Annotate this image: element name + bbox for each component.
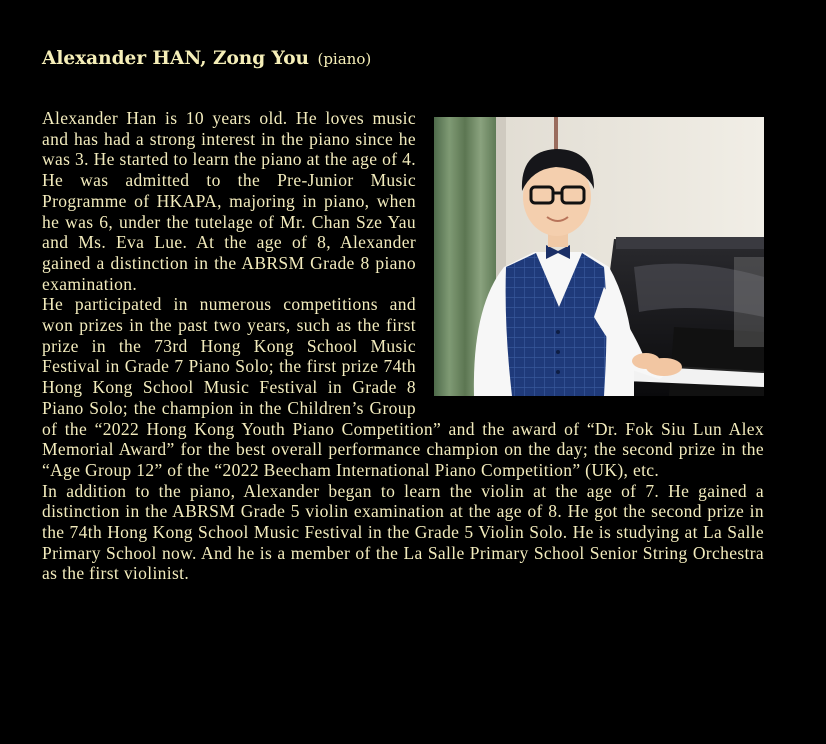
instrument-label: (piano) [317, 50, 372, 68]
performer-name: Alexander HAN, Zong You [42, 48, 310, 69]
bio-paragraph-3: In addition to the piano, Alexander began to learn the violin at the age of 7. He gained a distinction in the ABRSM Grade 5 violin examination at the age of 8. He got the second prize in the 74th Hong Kong School Music Festival in the Grade 5 Violin Solo. He is studying at La Salle Primary School now. And he is a member of the La Salle Primary School Senior String Orchestra as the first violinist. [42, 480, 764, 584]
portrait-image-icon [434, 117, 764, 396]
portrait-photo [434, 117, 764, 396]
bio-paragraph-1: Alexander Han is 10 years old. He loves music and has had a strong interest in the piano since he was 3. He started to learn the piano at the age of 4. He was admitted to the Pre-Junior Music Programme of HKAPA, majoring in piano, when he was 6, under the tutelage of Mr. Chan Sze Yau and Ms. Eva Lue. At the age of 8, Alexander gained a distinction in the ABRSM Grade 8 piano examination. [42, 108, 416, 294]
bio-paragraph-2: He participated in numerous competitions and won prizes in the past two years, such as the first prize in the 73rd Hong Kong School Music Festival in Grade 7 Piano Solo; the first prize 74th Hong Kong School Music Festival in Grade 8 Piano Solo; the champion in the Children’s Group of the “2022 Hong Kong Youth Piano Competition” and the award of “Dr. Fok Siu Lun Alex Memorial Award” for the best overall performance champion on the day; the second prize in the “Age Group 12” of the “2022 Beecham International Piano Competition” (UK), etc. [42, 294, 764, 480]
page-title [42, 48, 371, 69]
biography [42, 108, 764, 584]
